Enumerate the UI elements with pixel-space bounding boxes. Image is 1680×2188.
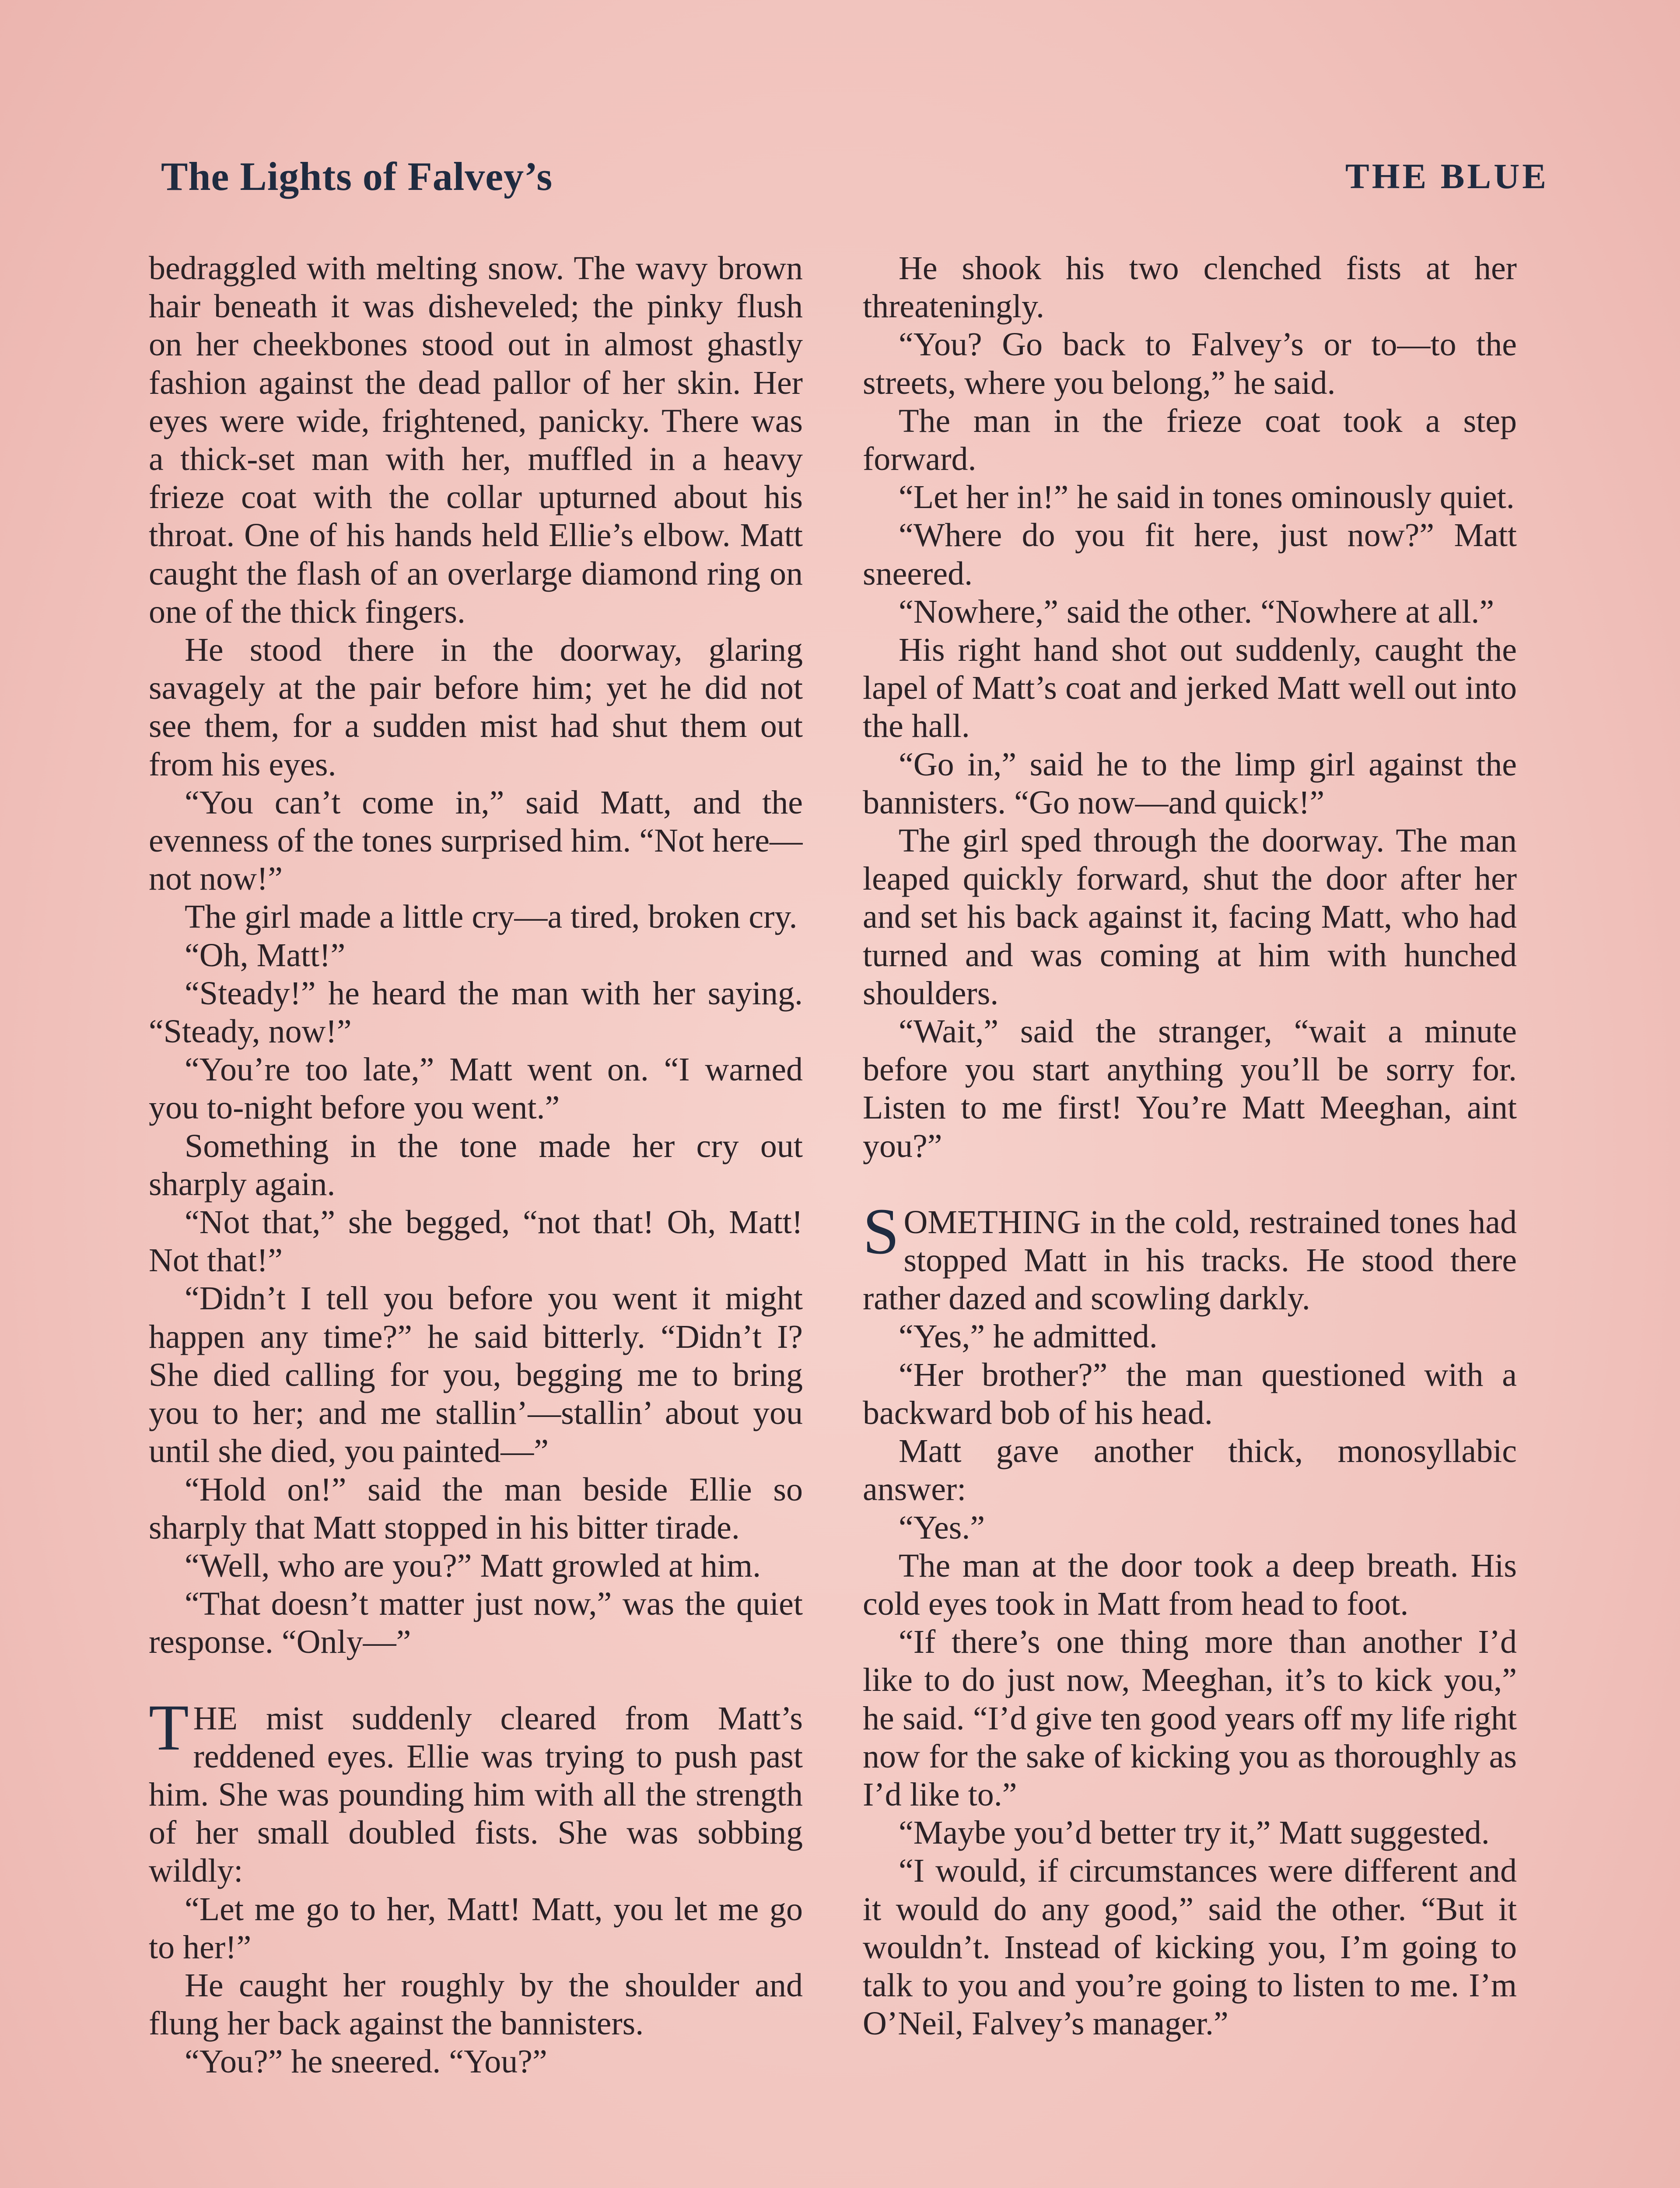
- paragraph: “I would, if circumstances were different and it would do any good,” said the other. “But it wouldn’t. Instead of kicking you, I’m going to talk to you and you’re going to listen to me. I’m O’Neil, Falvey’s manager.”: [863, 1852, 1517, 2042]
- section-opening-paragraph: [863, 1195, 1517, 1318]
- running-header: [161, 153, 1549, 210]
- story-title: The Lights of Falvey’s: [161, 154, 553, 199]
- paragraph: “Wait,” said the stranger, “wait a minute before you start anything you’ll be sorry for. Listen to me first! You’re Matt Meeghan, aint you?”: [863, 1013, 1517, 1164]
- section-first-text: OMETHING in the cold, restrained tones had stopped Matt in his tracks. He stood there rather dazed and scowling darkly.: [863, 1203, 1517, 1317]
- paragraph: He caught her roughly by the shoulder and flung her back against the bannisters.: [149, 1967, 803, 2042]
- paragraph: Matt gave another thick, monosyllabic answer:: [863, 1433, 1517, 1508]
- right-column: [863, 249, 1517, 2188]
- paragraph: He shook his two clenched fists at her threateningly.: [863, 250, 1517, 325]
- paragraph: “Her brother?” the man questioned with a backward bob of his head.: [863, 1356, 1517, 1431]
- drop-cap: S: [863, 1195, 900, 1268]
- paragraph: “Where do you fit here, just now?” Matt sneered.: [863, 517, 1517, 592]
- paragraph: The girl made a little cry—a tired, broken cry.: [185, 898, 798, 936]
- paragraph: “You? Go back to Falvey’s or to—to the streets, where you belong,” he said.: [863, 326, 1517, 401]
- section-opening-paragraph: [149, 1691, 803, 1890]
- paragraph: Something in the tone made her cry out sharply again.: [149, 1127, 803, 1203]
- paragraph: “Let me go to her, Matt! Matt, you let me go to her!”: [149, 1890, 803, 1966]
- paragraph: “Oh, Matt!”: [185, 936, 346, 974]
- paragraph: “Go in,” said he to the limp girl against the bannisters. “Go now—and quick!”: [863, 746, 1517, 821]
- paragraph: “Yes.”: [899, 1509, 985, 1546]
- paragraph: “Not that,” she begged, “not that! Oh, Matt! Not that!”: [149, 1204, 803, 1279]
- paragraph: “If there’s one thing more than another I’d like to do just now, Meeghan, it’s to kick you,” he said. “I’d give ten good years off my life right now for the sake of kicking you as thoroughly as I’d like to.”: [863, 1623, 1517, 1813]
- paragraph: “That doesn’t matter just now,” was the quiet response. “Only—”: [149, 1585, 803, 1661]
- paragraph: “Steady!” he heard the man with her saying. “Steady, now!”: [149, 975, 803, 1050]
- paragraph: The girl sped through the doorway. The man leaped quickly forward, shut the door after her and set his back against it, facing Matt, who had turned and was coming at him with hunched shoulders.: [863, 822, 1517, 1012]
- paragraph: He stood there in the doorway, glaring savagely at the pair before him; yet he did not see them, for a sudden mist had shut them out from his eyes.: [149, 631, 803, 783]
- paragraph: “Didn’t I tell you before you went it might happen any time?” he said bitterly. “Didn’t I? She died calling for you, begging me to bring you to her; and me stallin’—stallin’ about you until she died, you painted—”: [149, 1280, 803, 1470]
- paragraph: “Let her in!” he said in tones ominously quiet.: [899, 479, 1515, 516]
- magazine-title: THE BLUE: [1345, 156, 1549, 196]
- left-column: [149, 249, 803, 2188]
- paragraph: “You can’t come in,” said Matt, and the evenness of the tones surprised him. “Not here—not now!”: [149, 784, 803, 898]
- paragraph: “Maybe you’d better try it,” Matt suggested.: [899, 1814, 1490, 1851]
- paragraph: The man in the frieze coat took a step forward.: [863, 402, 1517, 478]
- section-first-text: HE mist suddenly cleared from Matt’s reddened eyes. Ellie was trying to push past him. She was pounding him with all the strength of her small doubled fists. She was sobbing wildly:: [149, 1700, 803, 1890]
- paragraph: bedraggled with melting snow. The wavy brown hair beneath it was disheveled; the pinky flush on her cheekbones stood out in almost ghastly fashion against the dead pallor of her skin. Her eyes were wide, frightened, panicky. There was a thick-set man with her, muffled in a heavy frieze coat with the collar upturned about his throat. One of his hands held Ellie’s elbow. Matt caught the flash of an overlarge diamond ring on one of the thick fingers.: [149, 250, 803, 630]
- paragraph: “Nowhere,” said the other. “Nowhere at all.”: [899, 593, 1494, 630]
- drop-cap: T: [149, 1691, 189, 1764]
- paragraph: “Hold on!” said the man beside Ellie so sharply that Matt stopped in his bitter tirade.: [149, 1471, 803, 1546]
- paragraph: “Well, who are you?” Matt growled at him.: [185, 1547, 761, 1584]
- paragraph: “You?” he sneered. “You?”: [185, 2043, 547, 2080]
- paragraph: “Yes,” he admitted.: [899, 1318, 1158, 1355]
- paragraph: The man at the door took a deep breath. His cold eyes took in Matt from head to foot.: [863, 1547, 1517, 1622]
- paragraph: His right hand shot out suddenly, caught the lapel of Matt’s coat and jerked Matt well out into the hall.: [863, 631, 1517, 745]
- paragraph: “You’re too late,” Matt went on. “I warned you to-night before you went.”: [149, 1051, 803, 1126]
